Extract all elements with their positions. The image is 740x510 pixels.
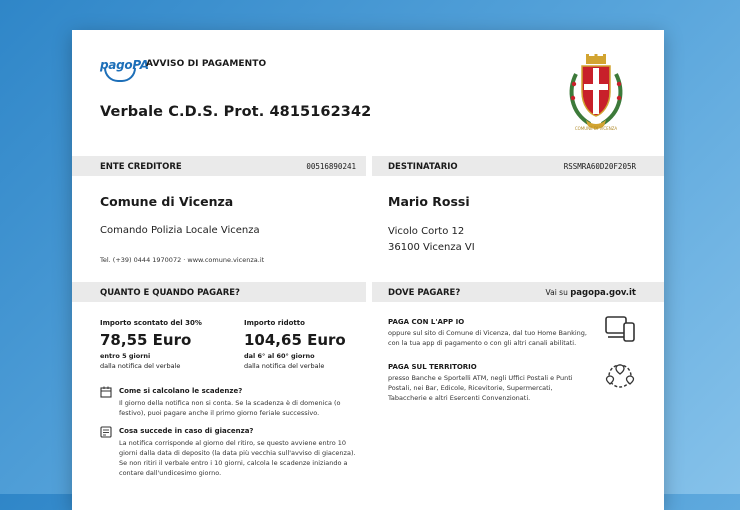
pagopa-logo-arc [104,68,136,82]
ente-fiscal-code: 00516890241 [306,162,356,171]
app-io-title: PAGA CON L'APP IO [388,318,465,326]
dove-section-label: DOVE PAGARE? [388,288,461,298]
page-title: Verbale C.D.S. Prot. 4815162342 [100,104,372,120]
ente-department: Comando Polizia Locale Vicenza [100,225,260,236]
destinatario-address-line2: 36100 Vicenza VI [388,242,475,253]
faq-deadline-answer [119,398,341,418]
reduced-deadline: dal 6° al 60° giorno [244,352,315,360]
territorio-description [388,373,573,403]
discount-amount: 78,55 Euro [100,331,192,349]
notice-type: AVVISO DI PAGAMENTO [146,59,267,69]
dove-section-header [372,282,664,302]
ente-name: Comune di Vicenza [100,194,234,209]
faq-giacenza-answer-line3: Se non ritiri il verbale entro i 10 giorni, calcola le scadenze iniziando a [119,459,348,467]
pagopa-logo [100,54,149,80]
app-io-line1: oppure sul sito di Comune di Vicenza, dal tuo Home Banking, [388,329,587,337]
reduced-label: Importo ridotto [244,319,305,327]
destinatario-address-line1: Vicolo Corto 12 [388,226,465,237]
faq-deadline-question: Come si calcolano le scadenze? [119,387,243,395]
ente-section-label: ENTE CREDITORE [100,162,182,172]
map-pins-icon [604,360,636,392]
faq-deadline-answer-line2: festivo), puoi pagare anche il primo giorno feriale successivo. [119,409,320,417]
territorio-line3: Tabaccherie e altri Esercenti Convenzionati. [388,394,531,402]
faq-deadline-answer-line1: Il giorno della notifica non si conta. Se la scadenza è di domenica (o [119,399,341,407]
app-io-line2: con la tua app di pagamento o con gli altri canali abilitati. [388,339,577,347]
destinatario-name: Mario Rossi [388,194,470,209]
territorio-line2: Postali, nei Bar, Edicole, Ricevitorie, Supermercati, [388,384,553,392]
faq-giacenza-answer-line4: contare dall'undicesimo giorno. [119,469,222,477]
pagopa-logo-text: pagoPA [100,58,149,72]
ente-contact: Tel. (+39) 0444 1970072 · www.comune.vicenza.it [100,256,265,264]
quanto-section-label: QUANTO E QUANDO PAGARE? [100,288,240,298]
quanto-section-header [72,282,366,302]
payment-notice-document [72,30,664,510]
discount-label: Importo scontato del 30% [100,319,202,327]
discount-deadline: entro 5 giorni [100,352,151,360]
reduced-amount: 104,65 Euro [244,331,346,349]
destinatario-fiscal-code: RSSMRA60D20F205R [563,162,636,171]
dove-site-hint [546,288,636,298]
faq-giacenza-answer-line1: La notifica corrisponde al giorno del ritiro, se questo avviene entro 10 [119,439,347,447]
crest-caption: COMUNE DI VICENZA [574,126,618,131]
reduced-deadline-note: dalla notifica del verbale [244,362,325,370]
faq-giacenza-answer-line2: giorni dalla data di deposito (la data più vecchia sull'avviso di giacenza). [119,449,356,457]
territorio-title: PAGA SUL TERRITORIO [388,363,477,371]
app-io-description [388,328,587,348]
faq-giacenza-answer [119,438,356,478]
vai-su-label: Vai su [545,288,568,297]
territorio-line1: presso Banche e Sportelli ATM, negli Uffici Postali e Punti [388,374,573,382]
discount-deadline-note: dalla notifica del verbale [100,362,181,370]
document-icon [100,426,112,438]
pagopa-site-link[interactable]: pagopa.gov.it [570,288,636,298]
faq-giacenza-question: Cosa succede in caso di giacenza? [119,427,254,435]
ente-section-header [72,156,366,176]
calendar-icon [100,386,112,398]
devices-icon [604,314,636,344]
destinatario-section-header [372,156,664,176]
destinatario-section-label: DESTINATARIO [388,162,458,172]
